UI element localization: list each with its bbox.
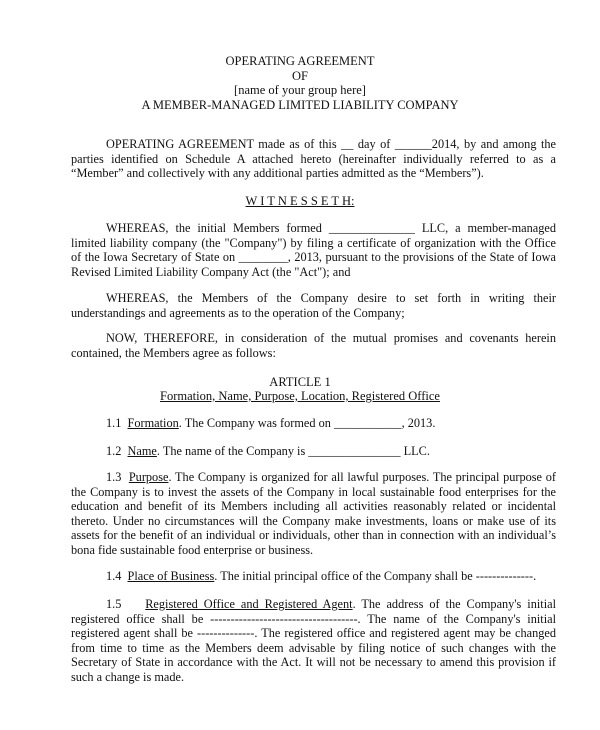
whereas-paragraph-2	[71, 291, 556, 320]
whereas-1-text: WHEREAS, the initial Members formed ______________ LLC, a member-managed limited liability company (the "Company") by filing a certificate of organization with the Office of the Iowa Secretary of State on ________, 2013, pursuant to the provisions of the State of Iowa Revised Limited Liability Company Act (the "Act"); and	[71, 221, 556, 279]
section-1-2-text: . The name of the Company is _______________ LLC.	[156, 444, 430, 458]
section-1-3-text: . The Company is organized for all lawful purposes. The principal purpose of the Company is to invest the assets of the Company in local sustainable food enterprises for the education and benefit of its Members including all activities reasonably related or incidental thereto. Under no circumstances will the Company make investments, loans or make use of its assets for the benefit of an individual or individuals, other than in connection with an individual’s bona fide sustainable food enterprise or business.	[71, 470, 556, 557]
article-heading: ARTICLE 1	[269, 375, 331, 389]
header-of: OF	[292, 68, 308, 83]
header-group-name: [name of your group here]	[234, 83, 366, 98]
header-title: OPERATING AGREEMENT	[225, 54, 375, 68]
header-company-type: A MEMBER-MANAGED LIMITED LIABILITY COMPANY	[141, 97, 459, 112]
section-1-1	[71, 416, 556, 431]
witnesseth-text: W I T N E S S E T H:	[245, 194, 355, 208]
section-1-1-title: Formation	[127, 416, 179, 430]
section-1-4-text: . The initial principal office of the Company shall be --------------.	[214, 569, 537, 583]
article-subheading	[0, 389, 600, 404]
now-therefore-paragraph	[71, 331, 556, 360]
section-1-3-number: 1.3	[106, 470, 122, 484]
section-1-5-title: Registered Office and Registered Agent	[145, 597, 353, 611]
whereas-2-text: WHEREAS, the Members of the Company desire to set forth in writing their understandings and agreements as to the operation of the Company;	[71, 291, 556, 320]
section-1-5-text: . The address of the Company's initial registered office shall be ------------------------------------. The name of the Company's initial registered agent shall be --------------. The registered office and registered agent may be changed from time to time as the Members deem advisable by filing notice of such changes with the Secretary of State in accordance with the Act. It will not be necessary to amend this provision if such a change is made.	[71, 597, 556, 684]
section-1-5	[71, 597, 556, 685]
intro-text: OPERATING AGREEMENT made as of this __ day of ______2014, by and among the parties identified on Schedule A attached hereto (hereinafter individually referred to as a “Member” and collectively with any additional parties admitted as the “Members”).	[71, 137, 556, 181]
article-subheading-text: Formation, Name, Purpose, Location, Registered Office	[160, 389, 440, 403]
section-1-4	[71, 569, 556, 584]
whereas-paragraph-1	[71, 221, 556, 279]
section-1-4-number: 1.4	[106, 569, 122, 583]
section-1-3	[71, 470, 556, 558]
section-1-2-title: Name	[127, 444, 157, 458]
document-header	[0, 54, 600, 112]
intro-paragraph	[71, 137, 556, 181]
section-1-2	[71, 444, 556, 459]
witnesseth-heading	[0, 194, 600, 209]
section-1-1-text: . The Company was formed on ___________, 2013.	[178, 416, 436, 430]
section-1-2-number: 1.2	[106, 444, 122, 458]
section-1-3-title: Purpose	[128, 470, 169, 484]
section-1-5-number: 1.5	[106, 597, 122, 611]
section-1-1-number: 1.1	[106, 416, 122, 430]
section-1-4-title: Place of Business	[127, 569, 215, 583]
now-therefore-text: NOW, THEREFORE, in consideration of the mutual promises and covenants herein contained, the Members agree as follows:	[71, 331, 556, 360]
